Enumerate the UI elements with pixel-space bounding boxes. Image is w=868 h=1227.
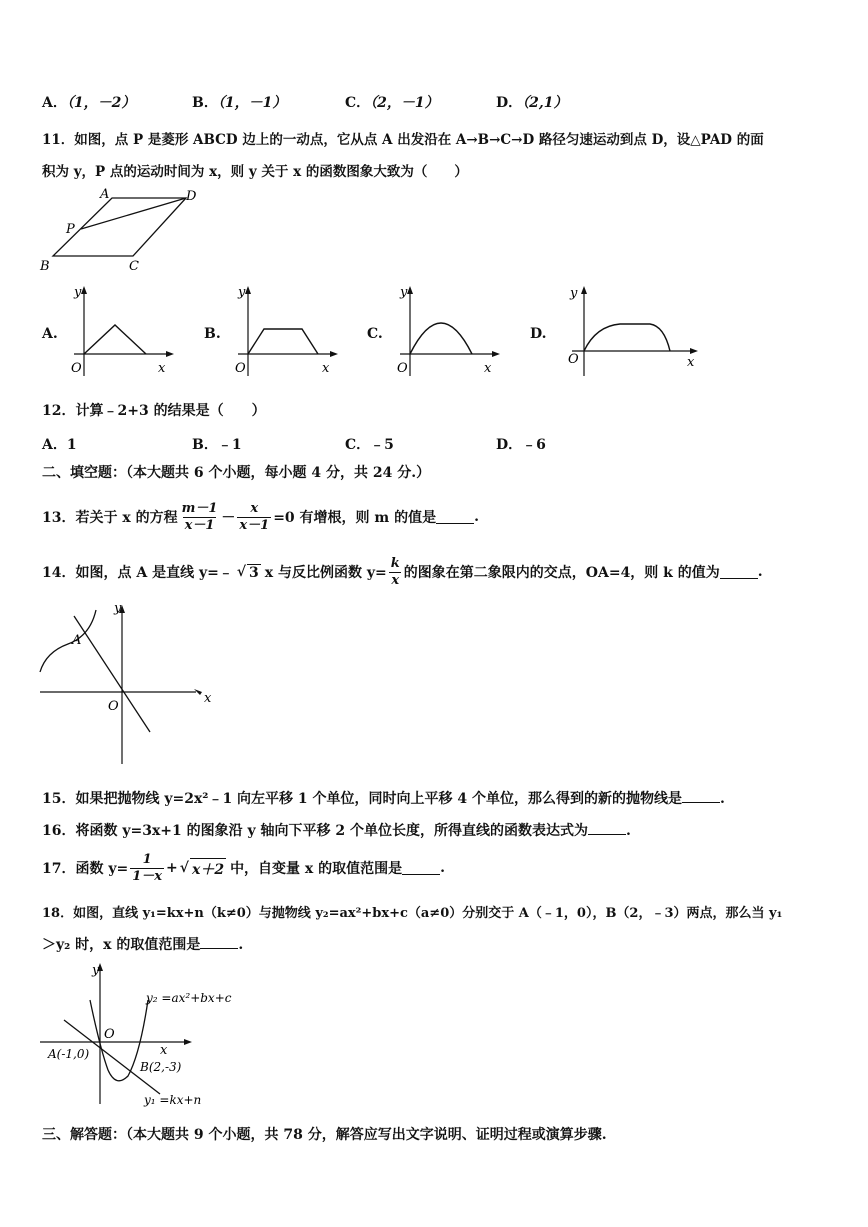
q13-answer-blank [436,511,474,524]
svg-text:y: y [74,285,82,300]
svg-text:O: O [108,699,119,714]
q11-graph-a [64,282,176,378]
svg-text:x: x [204,691,212,706]
q11-graph-b [228,282,340,378]
svg-text:y: y [570,286,578,301]
svg-text:y: y [238,285,246,300]
svg-text:y₂ =ax²+bx+c: y₂ =ax²+bx+c [146,991,232,1005]
svg-text:O: O [235,361,246,376]
q17-text: 17．函数 y= $\frac{1}{1-x}$ + √ x＋2 中，自变量 x 的取值范围是 . [42,851,446,884]
q18-text-line1: 18．如图，直线 y₁=kx+n（k≠0）与抛物线 y₂=ax²+bx+c（a≠0）分别交于 A（﹣1，0），B（2，﹣3）两点，那么当 y₁ [42,906,783,921]
q10-option-d: D．（2,1） [496,95,568,111]
q14-text: 14．如图，点 A 是直线 y=﹣ √ 3 x 与反比例函数 y= $\frac{k}{x}$ 的图象在第二象限内的交点，OA=4，则 k 的值为 . [42,555,763,588]
svg-text:O: O [568,352,579,367]
q12-option-d: D．﹣6 [496,437,546,453]
q15-text: 15．如果把抛物线 y=2x²﹣1 向左平移 1 个单位，同时向上平移 4 个单位，那么得到的新的抛物线是 . [42,791,725,807]
q11-option-a-label: A. [42,326,58,342]
q10-option-c: C．（2，－1） [345,95,439,111]
q11-rhombus-figure [36,186,206,276]
label-a: A [100,187,110,202]
q16-answer-blank [588,822,626,835]
graph-d-curve [584,324,670,351]
q12-option-c: C．﹣5 [345,437,394,453]
q10-option-b: B．（1，－1） [192,95,287,111]
svg-text:y: y [400,285,408,300]
svg-text:O: O [71,361,82,376]
svg-text:O: O [104,1027,115,1042]
graph-b-curve [248,329,318,354]
q11-option-d-label: D. [530,326,547,342]
svg-text:x: x [322,361,330,376]
q11-option-b-label: B. [204,326,221,342]
svg-text:B(2,-3): B(2,-3) [140,1060,182,1074]
q11-graph-c [390,282,502,378]
svg-text:A(-1,0): A(-1,0) [48,1047,90,1061]
graph-a-curve [84,325,146,354]
hyperbola-curve [40,610,96,672]
line-y-neg-sqrt3x [74,616,150,732]
svg-text:A: A [72,633,82,648]
q18-text-line2: ＞y₂ 时，x 的取值范围是 . [42,937,244,953]
label-d: D [186,189,197,204]
q13-text: 13．若关于 x 的方程 $\frac{m-1}{x-1}$ － $\frac{x}{x-1}$ =0 有增根，则 m 的值是 . [42,500,479,533]
svg-text:x: x [160,1043,168,1058]
svg-text:x: x [158,361,166,376]
q11-text-line2: 积为 y，P 点的运动时间为 x，则 y 关于 x 的函数图象大致为（ ） [42,164,468,180]
q11-text-line1: 11．如图，点 P 是菱形 ABCD 边上的一动点，它从点 A 出发沿在 A→B→C→D 路径匀速运动到点 D，设△PAD 的面 [42,132,764,148]
q18-answer-blank [200,936,238,949]
label-p: P [66,222,75,237]
section2-heading: 二、填空题：（本大题共 6 个小题，每小题 4 分，共 24 分.） [42,465,431,481]
q12-option-a: A．1 [42,437,77,453]
svg-text:x: x [687,355,695,370]
graph-c-curve [410,323,472,354]
q17-answer-blank [402,862,440,875]
svg-text:y₁ =kx+n: y₁ =kx+n [144,1093,202,1107]
q14-answer-blank [720,566,758,579]
label-c: C [129,259,139,274]
svg-text:O: O [397,361,408,376]
q16-text: 16．将函数 y=3x+1 的图象沿 y 轴向下平移 2 个单位长度，所得直线的函数表达式为 . [42,823,631,839]
svg-text:y: y [114,601,122,616]
q12-text: 12．计算﹣2+3 的结果是（ ） [42,403,266,419]
label-b: B [40,259,50,274]
svg-text:y: y [92,963,100,978]
q11-graph-d [562,282,702,378]
q18-figure [36,958,276,1108]
svg-text:x: x [484,361,492,376]
q11-option-c-label: C. [367,326,383,342]
q10-option-a: A．（1，－2） [42,95,136,111]
section3-heading: 三、解答题：（本大题共 9 个小题，共 78 分，解答应写出文字说明、证明过程或演算步骤. [42,1127,607,1143]
q15-answer-blank [682,790,720,803]
q14-figure [36,600,220,768]
q12-option-b: B．﹣1 [192,437,242,453]
